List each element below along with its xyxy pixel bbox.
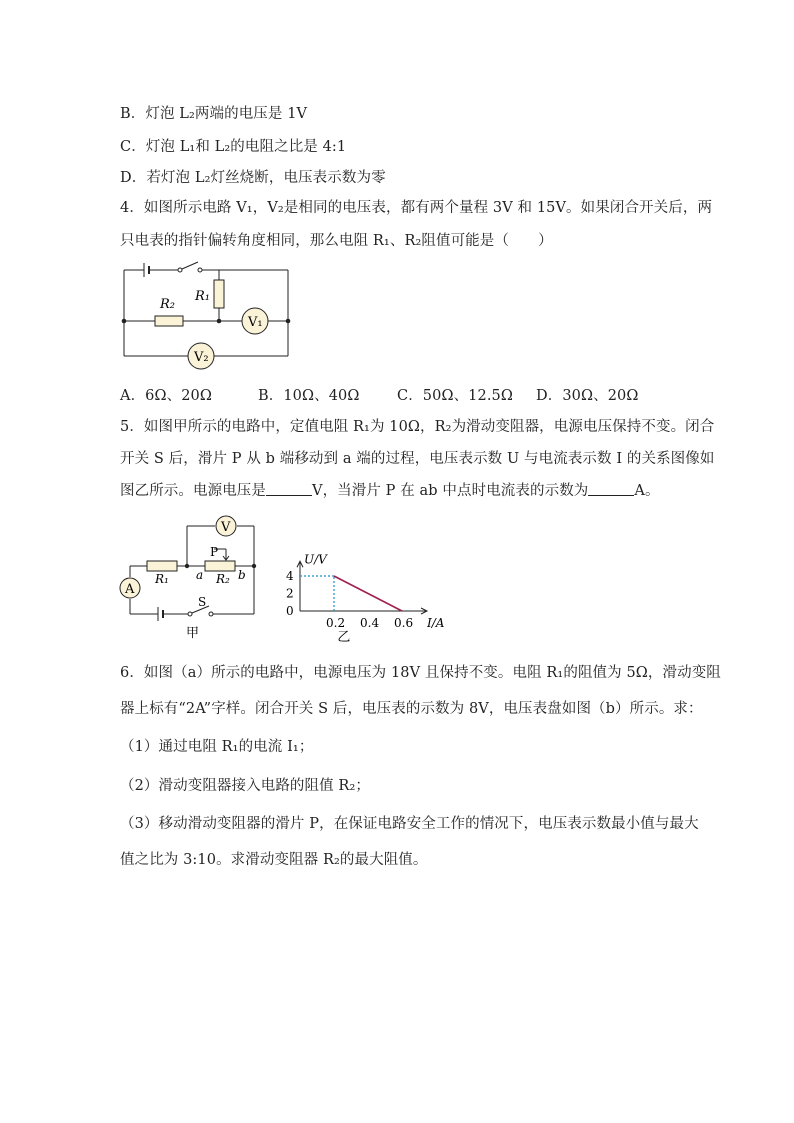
v2-label: V₂	[194, 350, 209, 365]
r1-label: R₁	[155, 572, 169, 586]
q4-option-b: B．10Ω、40Ω	[258, 388, 360, 404]
v1-label: V₁	[248, 315, 263, 330]
q5-stem-line1: 5．如图甲所示的电路中，定值电阻 R₁为 10Ω，R₂为滑动变阻器，电源电压保持不变。闭合	[120, 419, 715, 435]
answer-blank-voltage[interactable]	[266, 483, 312, 496]
slider-p-label: P	[210, 545, 219, 559]
q4-option-d: D．30Ω、20Ω	[536, 388, 639, 404]
voltmeter-label: V	[221, 520, 231, 535]
q4-stem-line1: 4．如图所示电路 V₁，V₂是相同的电压表，都有两个量程 3V 和 15V。如果闭合开关后，两	[120, 200, 713, 216]
node-b-label: b	[238, 568, 246, 582]
caption-jia: 甲	[186, 626, 200, 641]
q6-sub3-line2: 值之比为 3:10。求滑动变阻器 R₂的最大阻值。	[120, 852, 428, 868]
q4-circuit-diagram	[118, 258, 298, 368]
q6-sub1: （1）通过电阻 R₁的电流 I₁；	[120, 739, 314, 755]
q5-text-b: V，当滑片 P 在 ab 中点时电流表的示数为	[312, 483, 589, 499]
x-tick-label: 0.2	[326, 616, 346, 630]
x-tick-label: 0.4	[360, 616, 380, 630]
r1-label: R₁	[195, 289, 210, 304]
y-tick-label: 4	[286, 569, 294, 583]
q6-sub2: （2）滑动变阻器接入电路的阻值 R₂；	[120, 778, 370, 794]
q4-option-c: C．50Ω、12.5Ω	[397, 388, 513, 404]
caption-yi: 乙	[337, 630, 351, 645]
r2-label: R₂	[160, 297, 175, 312]
q5-circuit-diagram	[118, 512, 268, 642]
q6-sub3-line1: （3）移动滑动变阻器的滑片 P，在保证电路安全工作的情况下，电压表示数最小值与最大	[120, 816, 699, 832]
node-a-label: a	[196, 568, 204, 582]
r2-label: R₂	[216, 572, 230, 586]
answer-blank-current[interactable]	[588, 483, 634, 496]
series-line-0	[334, 576, 402, 611]
q4-stem-line2: 只电表的指针偏转角度相同，那么电阻 R₁、R₂阻值可能是（ ）	[120, 233, 553, 249]
q6-stem-line1: 6．如图（a）所示的电路中，电源电压为 18V 且保持不变。电阻 R₁的阻值为 5Ω，滑动变阻	[120, 665, 721, 681]
y-axis-label: U/V	[304, 552, 327, 567]
q5-stem-line2: 开关 S 后，滑片 P 从 b 端移动到 a 端的过程，电压表示数 U 与电流表示数 I 的关系图像如	[120, 451, 715, 467]
x-tick-label: 0.6	[394, 616, 414, 630]
ui-graph	[280, 498, 445, 645]
q5-text-c: A。	[634, 483, 660, 499]
q6-stem-line2: 器上标有“2A”字样。闭合开关 S 后，电压表的示数为 8V，电压表盘如图（b）所示。求：	[120, 701, 703, 717]
q5-stem-line3	[120, 479, 660, 500]
switch-s-label: S	[198, 595, 207, 609]
q5-text-a: 图乙所示。电源电压是	[120, 483, 266, 499]
ammeter-label: A	[125, 582, 135, 597]
q3-option-c: C．灯泡 L₁和 L₂的电阻之比是 4:1	[120, 139, 347, 155]
q4-option-a: A．6Ω、20Ω	[120, 388, 212, 404]
q3-option-d: D．若灯泡 L₂灯丝烧断，电压表示数为零	[120, 170, 386, 186]
q3-option-b: B．灯泡 L₂两端的电压是 1V	[120, 106, 308, 122]
x-axis-label: I/A	[427, 616, 445, 630]
y-tick-label: 2	[286, 586, 294, 601]
y-tick-label: 0	[286, 604, 294, 618]
